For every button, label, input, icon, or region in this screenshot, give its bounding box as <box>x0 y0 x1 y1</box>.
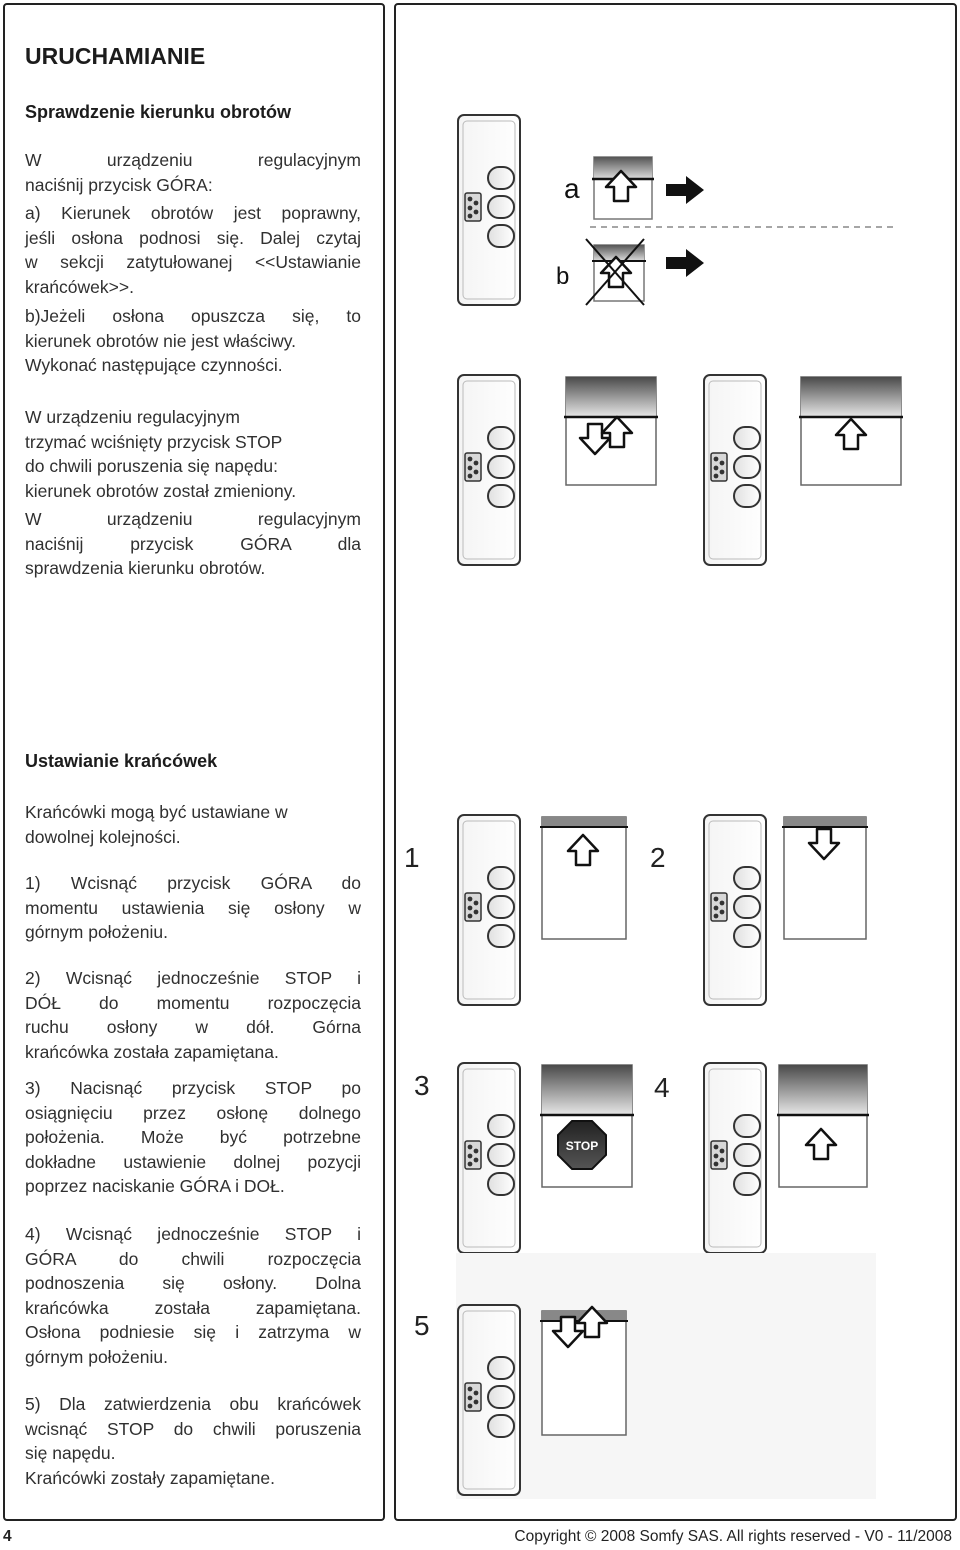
shade-window-step-1 <box>540 817 628 939</box>
step-number-2: 2 <box>650 842 666 873</box>
page-title: URUCHAMIANIE <box>25 43 206 69</box>
shade-window-step-5 <box>540 1307 628 1435</box>
text-panel <box>3 3 385 1521</box>
label-b: b <box>556 263 570 290</box>
illustration-canvas <box>396 5 959 1523</box>
step-5-text: 5) Dla zatwierdzenia obu krańcówek wcisnąć STOP do chwili poruszenia się napędu. Krańcówki zostały zapamiętane. <box>25 1394 361 1488</box>
shade-window-a <box>592 157 654 219</box>
para-reverse-direction: W urządzeniu regulacyjnym trzymać wciśnięty przycisk STOP do chwili poruszenia się napędu: kierunek obrotów został zmieniony. <box>25 407 297 501</box>
step-4-text: 4) Wcisnąć jednocześnie STOP i GÓRA do chwili rozpoczęcia podnoszenia się osłony. Dolna krańcówka została zapamiętana. Osłona podniesie się i zatrzyma w górnym położeniu. <box>25 1224 361 1367</box>
shade-window-reverse-1 <box>564 377 658 485</box>
page-number: 4 <box>3 1528 12 1545</box>
stop-sign-label: STOP <box>565 1139 599 1153</box>
step-3-text: 3) Nacisnąć przycisk STOP po osiągnięciu przez osłonę dolnego położenia. Może być potrzebne dokładne ustawienie dolnej pozycji poprzez naciskanie GÓRA i DOŁ. <box>25 1078 361 1196</box>
remote-control-step-5 <box>458 1305 520 1495</box>
para-check-direction: W urządzeniu regulacyjnym naciśnij przycisk GÓRA: a) Kierunek obrotów jest poprawny, jeśli osłona podnosi się. Dalej czytaj w sekcji zatytułowanej <<Ustawianie krańcówek>>. <box>25 150 361 297</box>
shade-window-step-4 <box>777 1065 869 1187</box>
step-number-5: 5 <box>414 1310 430 1341</box>
para-limits-intro: Krańcówki mogą być ustawiane w dowolnej kolejności. <box>25 802 288 847</box>
step-number-3: 3 <box>414 1070 430 1101</box>
shade-window-reverse-2 <box>799 377 903 485</box>
step-1-text: 1) Wcisnąć przycisk GÓRA do momentu ustawienia się osłony w górnym położeniu. <box>25 873 361 942</box>
step-number-4: 4 <box>654 1072 670 1103</box>
section-heading-direction: Sprawdzenie kierunku obrotów <box>25 102 292 122</box>
figure-panel <box>394 3 957 1521</box>
shade-window-step-3 <box>540 1065 634 1187</box>
section-heading-limits: Ustawianie krańcówek <box>25 751 218 771</box>
para-wrong-direction: b)Jeżeli osłona opuszcza się, to kierunek obrotów nie jest właściwy. Wykonać następujące czynności. <box>25 306 361 375</box>
shade-window-step-2 <box>782 817 868 939</box>
right-arrow-icon <box>666 249 704 277</box>
step-2-text: 2) Wcisnąć jednocześnie STOP i DÓŁ do momentu rozpoczęcia ruchu osłony w dół. Górna krańcówka została zapamiętana. <box>25 968 361 1062</box>
remote-control-step-4 <box>704 1063 766 1253</box>
remote-control-reverse-2 <box>704 375 766 565</box>
label-a: a <box>564 173 580 204</box>
right-arrow-icon <box>666 176 704 204</box>
remote-control-top <box>458 115 520 305</box>
para-recheck-direction: W urządzeniu regulacyjnym naciśnij przycisk GÓRA dla sprawdzenia kierunku obrotów. <box>25 509 361 578</box>
remote-control-step-2 <box>704 815 766 1005</box>
copyright: Copyright © 2008 Somfy SAS. All rights reserved - V0 - 11/2008 <box>514 1528 952 1545</box>
step-number-1: 1 <box>404 842 420 873</box>
remote-control-step-1 <box>458 815 520 1005</box>
remote-control-reverse-1 <box>458 375 520 565</box>
shade-window-b <box>586 239 646 305</box>
remote-control-step-3 <box>458 1063 520 1253</box>
